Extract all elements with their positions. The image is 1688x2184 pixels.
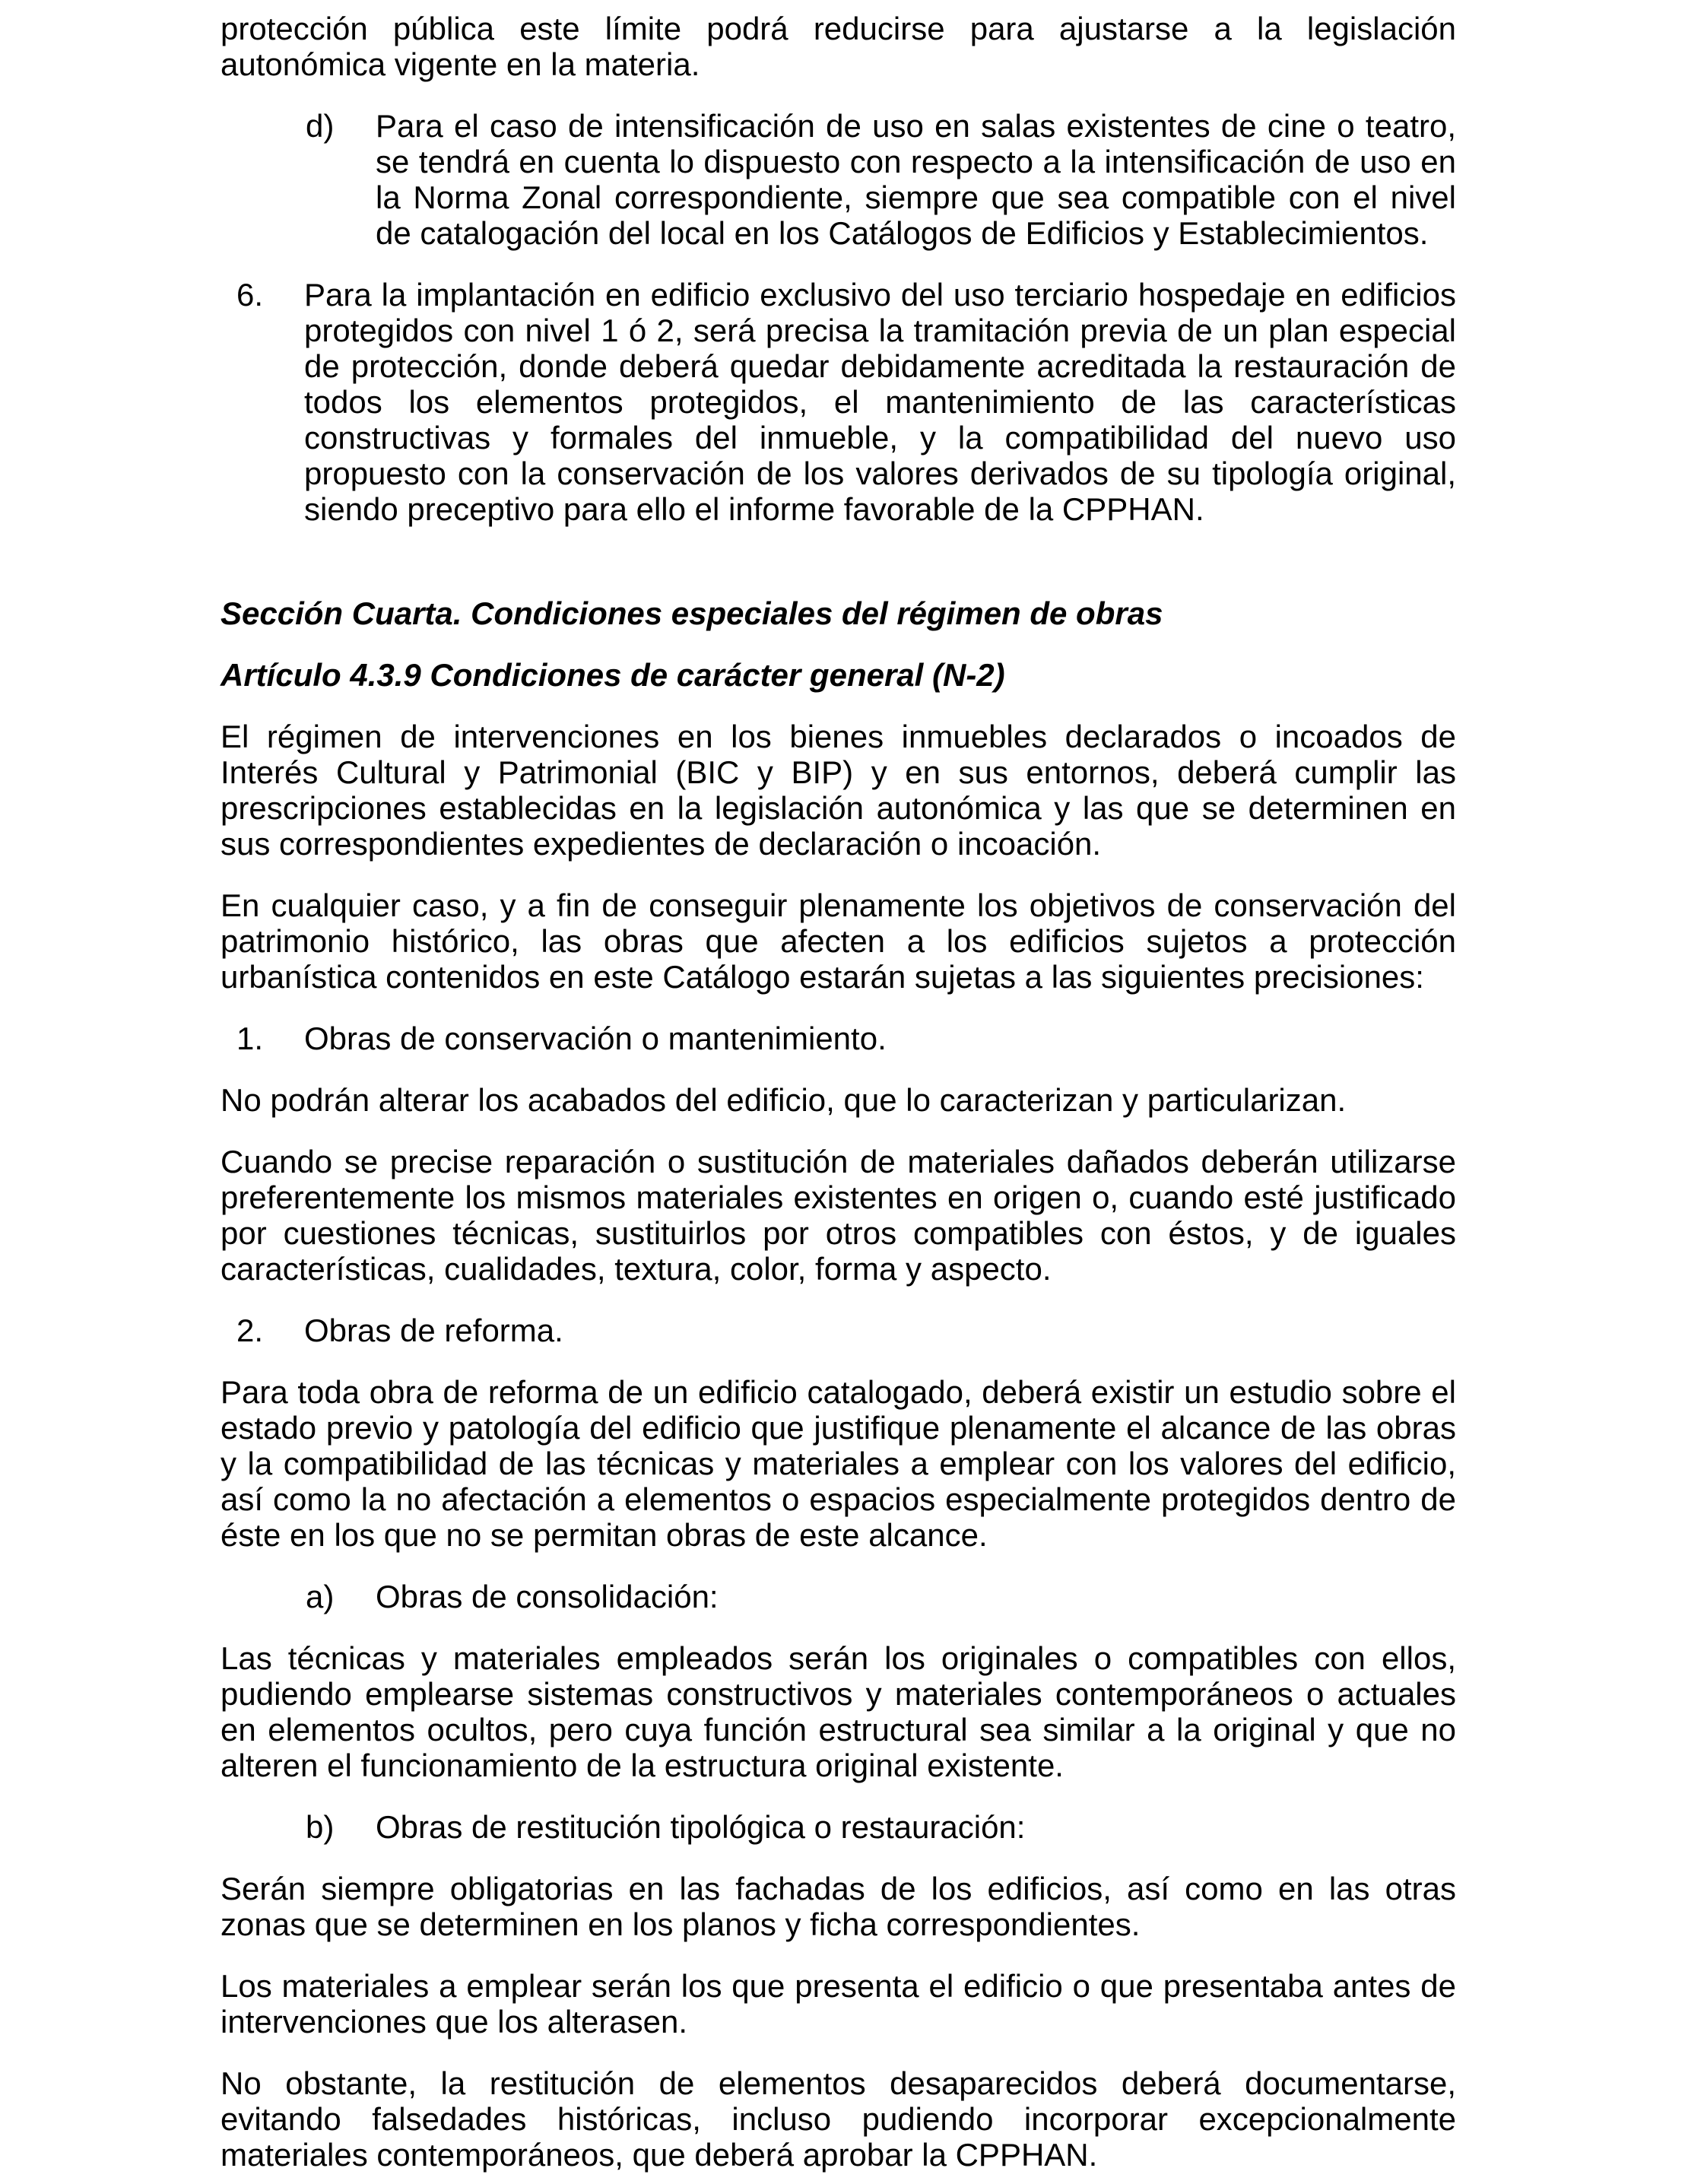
- list-item-1-text: Obras de conservación o mantenimiento.: [304, 1021, 887, 1056]
- list-marker-1: 1.: [236, 1021, 264, 1056]
- section-heading: Sección Cuarta. Condiciones especiales del régimen de obras: [221, 595, 1163, 631]
- list-item-a: [221, 1579, 1456, 1614]
- list-item-b-text: Obras de restitución tipológica o restauración:: [376, 1809, 1026, 1845]
- paragraph-continuation-fragment: protección pública este límite podrá reducirse para ajustarse a la legislación autonómica vigente en la materia.: [221, 11, 1456, 82]
- list-marker-6: 6.: [236, 277, 264, 313]
- paragraph-no-obstante: No obstante, la restitución de elementos desaparecidos deberá documentarse, evitando falsedades históricas, incluso pudiendo incorporar excepcionalmente materiales contemporáneos, que deberá aprobar la CPPHAN.: [221, 2065, 1456, 2173]
- list-item-2: [221, 1313, 1456, 1348]
- paragraph-los-materiales: Los materiales a emplear serán los que presenta el edificio o que presentaba antes de intervenciones que los alterasen.: [221, 1968, 1456, 2040]
- paragraph-no-podran: No podrán alterar los acabados del edificio, que lo caracterizan y particularizan.: [221, 1082, 1347, 1118]
- list-item-d: [221, 108, 1456, 251]
- list-marker-a: a): [306, 1579, 335, 1614]
- paragraph-tecnicas: Las técnicas y materiales empleados serán los originales o compatibles con ellos, pudiendo emplearse sistemas constructivos y materiales contemporáneos o actuales en elementos ocultos, pero cuya función estructural sea similar a la original y que no alteren el funcionamiento de la estructura original existente.: [221, 1640, 1456, 1783]
- list-marker-b: b): [306, 1809, 335, 1845]
- paragraph-seran: Serán siempre obligatorias en las fachadas de los edificios, así como en las otras zonas que se determinen en los planos y ficha correspondientes.: [221, 1871, 1456, 1942]
- list-item-1: [221, 1021, 1456, 1056]
- list-item-2-text: Obras de reforma.: [304, 1313, 563, 1348]
- list-item-a-text: Obras de consolidación:: [376, 1579, 719, 1614]
- list-item-b: [221, 1809, 1456, 1845]
- paragraph-regimen: El régimen de intervenciones en los bienes inmuebles declarados o incoados de Interés Cultural y Patrimonial (BIC y BIP) y en sus entornos, deberá cumplir las prescripciones establecidas en la legislación autonómica y las que se determinen en sus correspondientes expedientes de declaración o incoación.: [221, 719, 1456, 862]
- list-marker-2: 2.: [236, 1313, 264, 1348]
- paragraph-cuando: Cuando se precise reparación o sustitución de materiales dañados deberán utilizarse preferentemente los mismos materiales existentes en origen o, cuando esté justificado por cuestiones técnicas, sustituirlos por otros compatibles con éstos, y de iguales características, cualidades, textura, color, forma y aspecto.: [221, 1144, 1456, 1287]
- list-item-6: [221, 277, 1456, 527]
- list-item-d-text: Para el caso de intensificación de uso en salas existentes de cine o teatro, se tendrá en cuenta lo dispuesto con respecto a la intensificación de uso en la Norma Zonal correspondiente, siempre que sea compatible con el nivel de catalogación del local en los Catálogos de Edificios y Establecimientos.: [376, 108, 1456, 251]
- article-heading: Artículo 4.3.9 Condiciones de carácter general (N-2): [221, 657, 1005, 693]
- paragraph-cualquier-caso: En cualquier caso, y a fin de conseguir plenamente los objetivos de conservación del patrimonio histórico, las obras que afecten a los edificios sujetos a protección urbanística contenidos en este Catálogo estarán sujetas a las siguientes precisiones:: [221, 887, 1456, 995]
- paragraph-para-toda: Para toda obra de reforma de un edificio catalogado, deberá existir un estudio sobre el estado previo y patología del edificio que justifique plenamente el alcance de las obras y la compatibilidad de las técnicas y materiales a emplear con los valores del edificio, así como la no afectación a elementos o espacios especialmente protegidos dentro de éste en los que no se permitan obras de este alcance.: [221, 1374, 1456, 1553]
- list-marker-d: d): [306, 108, 335, 144]
- list-item-6-text: Para la implantación en edificio exclusivo del uso terciario hospedaje en edificios protegidos con nivel 1 ó 2, será precisa la tramitación previa de un plan especial de protección, donde deberá quedar debidamente acreditada la restauración de todos los elementos protegidos, el mantenimiento de las características constructivas y formales del inmueble, y la compatibilidad del nuevo uso propuesto con la conservación de los valores derivados de su tipología original, siendo preceptivo para ello el informe favorable de la CPPHAN.: [304, 277, 1456, 527]
